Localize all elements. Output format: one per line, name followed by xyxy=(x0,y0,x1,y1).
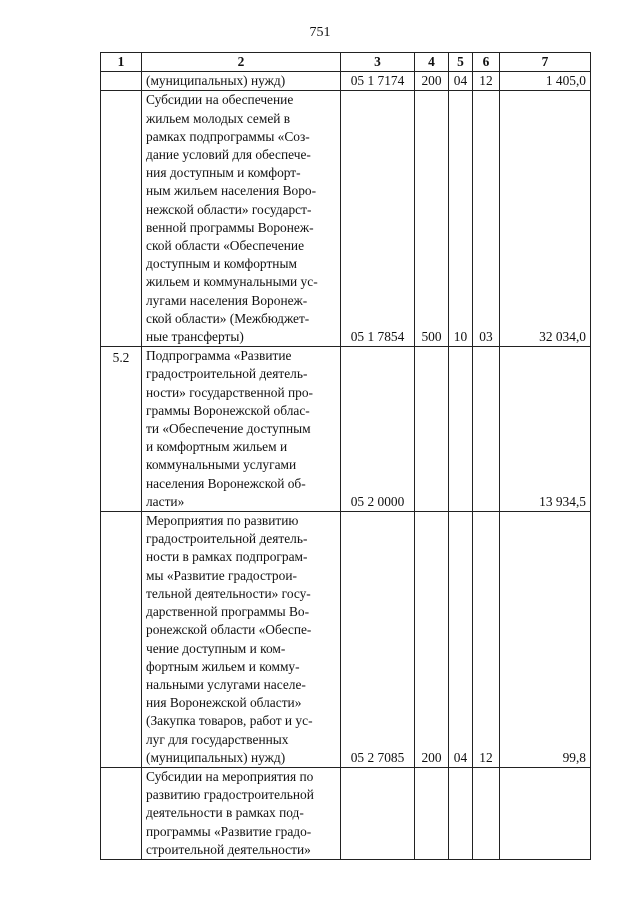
table-row xyxy=(101,72,591,91)
section-code: 04 xyxy=(449,512,473,768)
description-line: населения Воронежской об- xyxy=(146,475,306,491)
description-line: программы «Развитие градо- xyxy=(146,823,312,839)
subsection-code: 12 xyxy=(473,72,500,91)
subsection-code xyxy=(473,767,500,859)
row-description xyxy=(142,767,341,859)
row-description xyxy=(142,72,341,91)
row-number xyxy=(101,767,142,859)
header-col-2: 2 xyxy=(142,53,341,72)
header-col-4: 4 xyxy=(415,53,449,72)
description-line: Мероприятия по развитию xyxy=(146,513,299,529)
target-article-code: 05 1 7854 xyxy=(341,91,415,347)
description-line: нежской области» государст- xyxy=(146,201,312,217)
description-line: (Закупка товаров, работ и ус- xyxy=(146,713,313,729)
description-line: развитию градостроительной xyxy=(146,787,314,803)
description-line: чение доступным и ком- xyxy=(146,640,286,656)
description-line: Подпрограмма «Развитие xyxy=(146,348,292,364)
description-line: строительной деятельности» xyxy=(146,841,311,857)
row-description xyxy=(142,91,341,347)
table-header-row xyxy=(101,53,591,72)
amount-value: 32 034,0 xyxy=(500,91,591,347)
description-line: дание условий для обеспече- xyxy=(146,147,311,163)
row-number: 5.2 xyxy=(101,347,142,512)
description-line: градостроительной деятель- xyxy=(146,366,308,382)
target-article-code: 05 1 7174 xyxy=(341,72,415,91)
description-line: ния Воронежской области» xyxy=(146,695,302,711)
description-line: Субсидии на обеспечение xyxy=(146,92,294,108)
description-line: ным жильем населения Воро- xyxy=(146,183,317,199)
amount-value: 99,8 xyxy=(500,512,591,768)
expense-type-code: 200 xyxy=(415,72,449,91)
expense-type-code: 500 xyxy=(415,91,449,347)
section-code xyxy=(449,767,473,859)
row-number xyxy=(101,72,142,91)
budget-table xyxy=(100,52,591,860)
description-line: лугами населения Воронеж- xyxy=(146,292,308,308)
description-line: мы «Развитие градострои- xyxy=(146,567,297,583)
description-line: коммунальными услугами xyxy=(146,457,297,473)
description-line: (муниципальных) нужд) xyxy=(146,749,286,765)
subsection-code xyxy=(473,347,500,512)
target-article-code xyxy=(341,767,415,859)
amount-value: 13 934,5 xyxy=(500,347,591,512)
row-description xyxy=(142,347,341,512)
section-code: 10 xyxy=(449,91,473,347)
description-line: жильем и коммунальными ус- xyxy=(146,274,318,290)
description-line: венной программы Воронеж- xyxy=(146,219,314,235)
description-line: тельной деятельности» госу- xyxy=(146,585,311,601)
description-line: рамках подпрограммы «Соз- xyxy=(146,128,310,144)
description-line: ской области «Обеспечение xyxy=(146,238,305,254)
description-line: ности в рамках подпрограм- xyxy=(146,549,308,565)
table-row xyxy=(101,512,591,768)
description-line: луг для государственных xyxy=(146,731,289,747)
header-col-1: 1 xyxy=(101,53,142,72)
table-row xyxy=(101,347,591,512)
header-col-7: 7 xyxy=(500,53,591,72)
row-description xyxy=(142,512,341,768)
description-line: ронежской области «Обеспе- xyxy=(146,622,312,638)
description-line: (муниципальных) нужд) xyxy=(146,73,286,89)
description-line: нальными услугами населе- xyxy=(146,676,306,692)
subsection-code: 03 xyxy=(473,91,500,347)
description-line: и комфортным жильем и xyxy=(146,439,288,455)
header-col-3: 3 xyxy=(341,53,415,72)
description-line: дарственной программы Во- xyxy=(146,604,310,620)
row-number xyxy=(101,91,142,347)
table-row xyxy=(101,91,591,347)
description-line: ности» государственной про- xyxy=(146,384,313,400)
description-line: фортным жильем и комму- xyxy=(146,658,300,674)
description-line: жильем молодых семей в xyxy=(146,110,291,126)
amount-value xyxy=(500,767,591,859)
target-article-code: 05 2 0000 xyxy=(341,347,415,512)
expense-type-code xyxy=(415,347,449,512)
description-line: доступным и комфортным xyxy=(146,256,297,272)
expense-type-code: 200 xyxy=(415,512,449,768)
header-col-5: 5 xyxy=(449,53,473,72)
description-line: ласти» xyxy=(146,493,185,509)
description-line: ти «Обеспечение доступным xyxy=(146,421,311,437)
description-line: градостроительной деятель- xyxy=(146,531,308,547)
section-code xyxy=(449,347,473,512)
expense-type-code xyxy=(415,767,449,859)
row-number xyxy=(101,512,142,768)
description-line: ской области» (Межбюджет- xyxy=(146,310,310,326)
subsection-code: 12 xyxy=(473,512,500,768)
description-line: деятельности в рамках под- xyxy=(146,805,304,821)
page-number: 751 xyxy=(309,25,331,40)
amount-value: 1 405,0 xyxy=(500,72,591,91)
description-line: ные трансферты) xyxy=(146,329,244,345)
target-article-code: 05 2 7085 xyxy=(341,512,415,768)
description-line: граммы Воронежской облас- xyxy=(146,402,310,418)
description-line: Субсидии на мероприятия по xyxy=(146,768,314,784)
description-line: ния доступным и комфорт- xyxy=(146,165,301,181)
section-code: 04 xyxy=(449,72,473,91)
table-row xyxy=(101,767,591,859)
header-col-6: 6 xyxy=(473,53,500,72)
